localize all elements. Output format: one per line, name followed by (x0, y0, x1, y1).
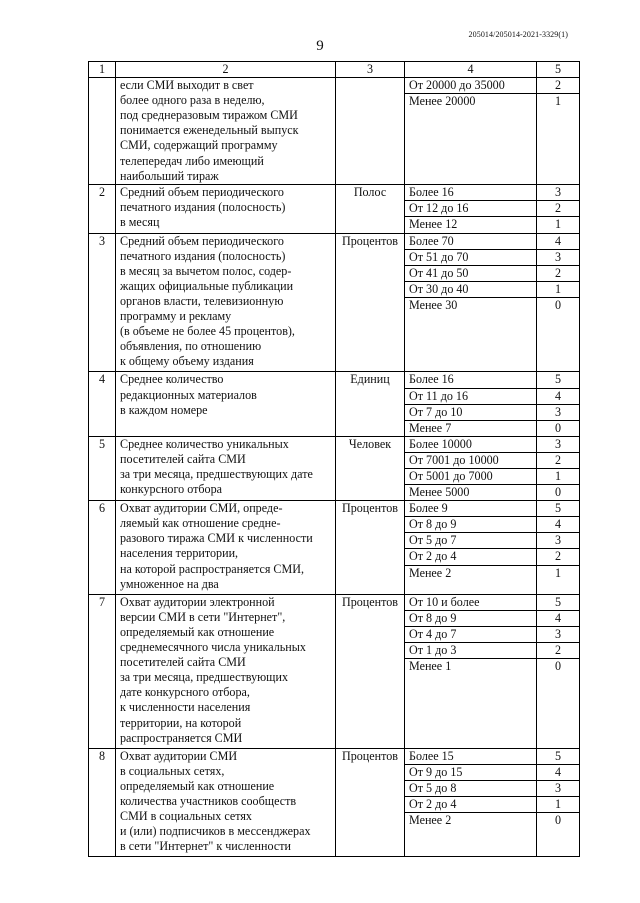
criterion-line: понимается еженедельный выпуск (120, 123, 299, 138)
score-cell: 0 (537, 485, 580, 501)
criterion-line: к численности населения (120, 700, 251, 715)
range-cell: Менее 1 (405, 659, 537, 749)
document-id: 205014/205014-2021-3329(1) (468, 30, 568, 39)
criterion-line: определяемый как отношение (120, 624, 275, 639)
table-row (89, 594, 580, 610)
range-cell: Менее 30 (405, 297, 537, 372)
criterion-line: территории, на которой (120, 715, 242, 730)
score-cell: 0 (537, 659, 580, 749)
criteria-table-body (89, 62, 580, 857)
criterion-line: на которой распространяется СМИ, (120, 561, 305, 576)
range-cell: Более 9 (405, 501, 537, 517)
criterion-line: к общему объему издания (120, 354, 254, 369)
range-cell: От 8 до 9 (405, 610, 537, 626)
range-cell: Более 10000 (405, 436, 537, 452)
criterion-line: редакционных материалов (120, 387, 257, 402)
header-cell: 4 (405, 62, 537, 78)
unit-cell: Процентов (336, 233, 405, 372)
score-cell: 1 (537, 217, 580, 233)
criterion-line: посетителей сайта СМИ (120, 451, 246, 466)
range-cell: Более 15 (405, 748, 537, 764)
table-row (89, 185, 580, 201)
criterion-line: за три месяца, предшествующих дате (120, 467, 313, 481)
score-cell: 4 (537, 517, 580, 533)
score-cell: 1 (537, 469, 580, 485)
score-cell: 3 (537, 626, 580, 642)
header-cell: 2 (116, 62, 336, 78)
criterion-line: телепередач либо имеющий (120, 153, 264, 168)
criteria-table (88, 61, 580, 857)
range-cell: От 12 до 16 (405, 201, 537, 217)
range-cell: Менее 5000 (405, 485, 537, 501)
header-cell: 5 (537, 62, 580, 78)
range-cell: От 30 до 40 (405, 281, 537, 297)
criterion-line: среднемесячного числа уникальных (120, 640, 306, 655)
criterion-cell (116, 501, 336, 595)
criterion-line: Охват аудитории электронной (120, 594, 275, 609)
criterion-cell (116, 78, 336, 185)
criterion-line: в месяц за вычетом полос, содер- (120, 263, 292, 278)
score-cell: 2 (537, 201, 580, 217)
score-cell: 2 (537, 265, 580, 281)
criterion-line: ляемый как отношение средне- (120, 516, 281, 531)
table-row (89, 233, 580, 249)
criterion-line: Охват аудитории СМИ, опреде- (120, 501, 283, 516)
range-cell: От 41 до 50 (405, 265, 537, 281)
criterion-line: распространяется СМИ (120, 730, 243, 745)
criterion-cell (116, 233, 336, 372)
page-number: 9 (316, 38, 324, 54)
criterion-line: наибольший тираж (120, 168, 219, 183)
range-cell: Менее 2 (405, 813, 537, 857)
table-row (89, 372, 580, 388)
score-cell: 1 (537, 565, 580, 594)
unit-cell: Человек (336, 436, 405, 500)
criterion-line: населения территории, (120, 546, 239, 561)
range-cell: Менее 20000 (405, 94, 537, 185)
header-cell: 3 (336, 62, 405, 78)
criterion-line: Среднее количество уникальных (120, 436, 289, 451)
criterion-line: определяемый как отношение (120, 778, 275, 793)
criterion-line: более одного раза в неделю, (120, 93, 265, 108)
row-number-cell: 7 (89, 594, 116, 748)
score-cell: 0 (537, 420, 580, 436)
criterion-cell (116, 594, 336, 748)
unit-cell: Единиц (336, 372, 405, 436)
criterion-line: Средний объем периодического (120, 185, 284, 200)
score-cell: 5 (537, 372, 580, 388)
score-cell: 4 (537, 388, 580, 404)
criterion-line: посетителей сайта СМИ (120, 655, 246, 670)
range-cell: От 20000 до 35000 (405, 78, 537, 94)
criterion-line: под среднеразовым тиражом СМИ (120, 108, 298, 123)
unit-cell: Процентов (336, 501, 405, 595)
criterion-line: конкурсного отбора (120, 482, 222, 497)
range-cell: От 9 до 15 (405, 764, 537, 780)
range-cell: От 51 до 70 (405, 249, 537, 265)
criterion-line: жащих официальные публикации (120, 278, 294, 293)
criterion-line: в каждом номере (120, 402, 208, 417)
score-cell: 3 (537, 404, 580, 420)
score-cell: 1 (537, 281, 580, 297)
range-cell: От 1 до 3 (405, 643, 537, 659)
score-cell: 5 (537, 501, 580, 517)
row-number-cell: 3 (89, 233, 116, 372)
header-cell: 1 (89, 62, 116, 78)
score-cell: 5 (537, 748, 580, 764)
range-cell: От 10 и более (405, 594, 537, 610)
range-cell: Более 16 (405, 372, 537, 388)
score-cell: 2 (537, 643, 580, 659)
criterion-line: печатного издания (полосность) (120, 248, 286, 263)
score-cell: 2 (537, 549, 580, 565)
range-cell: От 11 до 16 (405, 388, 537, 404)
range-cell: Более 16 (405, 185, 537, 201)
range-cell: От 2 до 4 (405, 549, 537, 565)
criterion-cell (116, 185, 336, 233)
criterion-line: в социальных сетях, (120, 763, 225, 778)
table-row (89, 436, 580, 452)
range-cell: От 5 до 7 (405, 533, 537, 549)
range-cell: От 7 до 10 (405, 404, 537, 420)
range-cell: От 7001 до 10000 (405, 452, 537, 468)
table-header-row (89, 62, 580, 78)
score-cell: 1 (537, 94, 580, 185)
criterion-line: Охват аудитории СМИ (120, 748, 238, 763)
range-cell: От 8 до 9 (405, 517, 537, 533)
row-number-cell: 8 (89, 748, 116, 857)
score-cell: 3 (537, 249, 580, 265)
range-cell: Менее 7 (405, 420, 537, 436)
criterion-line: органов власти, телевизионную (120, 293, 284, 308)
score-cell: 2 (537, 78, 580, 94)
criterion-line: версии СМИ в сети "Интернет", (120, 609, 286, 624)
criterion-line: объявления, по отношению (120, 339, 262, 354)
criterion-line: в сети "Интернет" к численности (120, 839, 291, 854)
table-row (89, 501, 580, 517)
criterion-line: программу и рекламу (120, 309, 232, 324)
criterion-cell (116, 748, 336, 857)
criterion-line: количества участников сообществ (120, 794, 297, 808)
score-cell: 3 (537, 533, 580, 549)
row-number-cell: 4 (89, 372, 116, 436)
criterion-line: дате конкурсного отбора, (120, 685, 250, 700)
score-cell: 1 (537, 797, 580, 813)
criterion-line: в месяц (120, 215, 160, 230)
criterion-cell (116, 436, 336, 500)
range-cell: Менее 2 (405, 565, 537, 594)
criterion-line: и (или) подписчиков в мессенджерах (120, 824, 311, 839)
criterion-cell (116, 372, 336, 436)
score-cell: 4 (537, 610, 580, 626)
score-cell: 5 (537, 594, 580, 610)
criterion-line: Средний объем периодического (120, 233, 284, 248)
row-number-cell: 2 (89, 185, 116, 233)
criterion-line: (в объеме не более 45 процентов), (120, 324, 295, 339)
score-cell: 0 (537, 297, 580, 372)
range-cell: Менее 12 (405, 217, 537, 233)
table-row (89, 748, 580, 764)
unit-cell: Полос (336, 185, 405, 233)
row-number-cell: 5 (89, 436, 116, 500)
criterion-line: Среднее количество (120, 372, 224, 387)
criterion-line: СМИ, содержащий программу (120, 138, 278, 153)
score-cell: 3 (537, 436, 580, 452)
range-cell: От 4 до 7 (405, 626, 537, 642)
range-cell: От 2 до 4 (405, 797, 537, 813)
criterion-line: СМИ в социальных сетях (120, 809, 252, 824)
score-cell: 2 (537, 452, 580, 468)
criterion-line: за три месяца, предшествующих (120, 670, 289, 685)
row-number-cell: 6 (89, 501, 116, 595)
score-cell: 3 (537, 780, 580, 796)
range-cell: От 5 до 8 (405, 780, 537, 796)
unit-cell: Процентов (336, 748, 405, 857)
row-number-cell (89, 78, 116, 185)
score-cell: 0 (537, 813, 580, 857)
criterion-line: умноженное на два (120, 576, 219, 591)
criterion-line: если СМИ выходит в свет (120, 78, 254, 93)
range-cell: От 5001 до 7000 (405, 469, 537, 485)
range-cell: Более 70 (405, 233, 537, 249)
criterion-line: печатного издания (полосность) (120, 200, 286, 215)
score-cell: 3 (537, 185, 580, 201)
unit-cell (336, 78, 405, 185)
unit-cell: Процентов (336, 594, 405, 748)
score-cell: 4 (537, 764, 580, 780)
table-row (89, 78, 580, 94)
score-cell: 4 (537, 233, 580, 249)
criterion-line: разового тиража СМИ к численности (120, 531, 313, 546)
